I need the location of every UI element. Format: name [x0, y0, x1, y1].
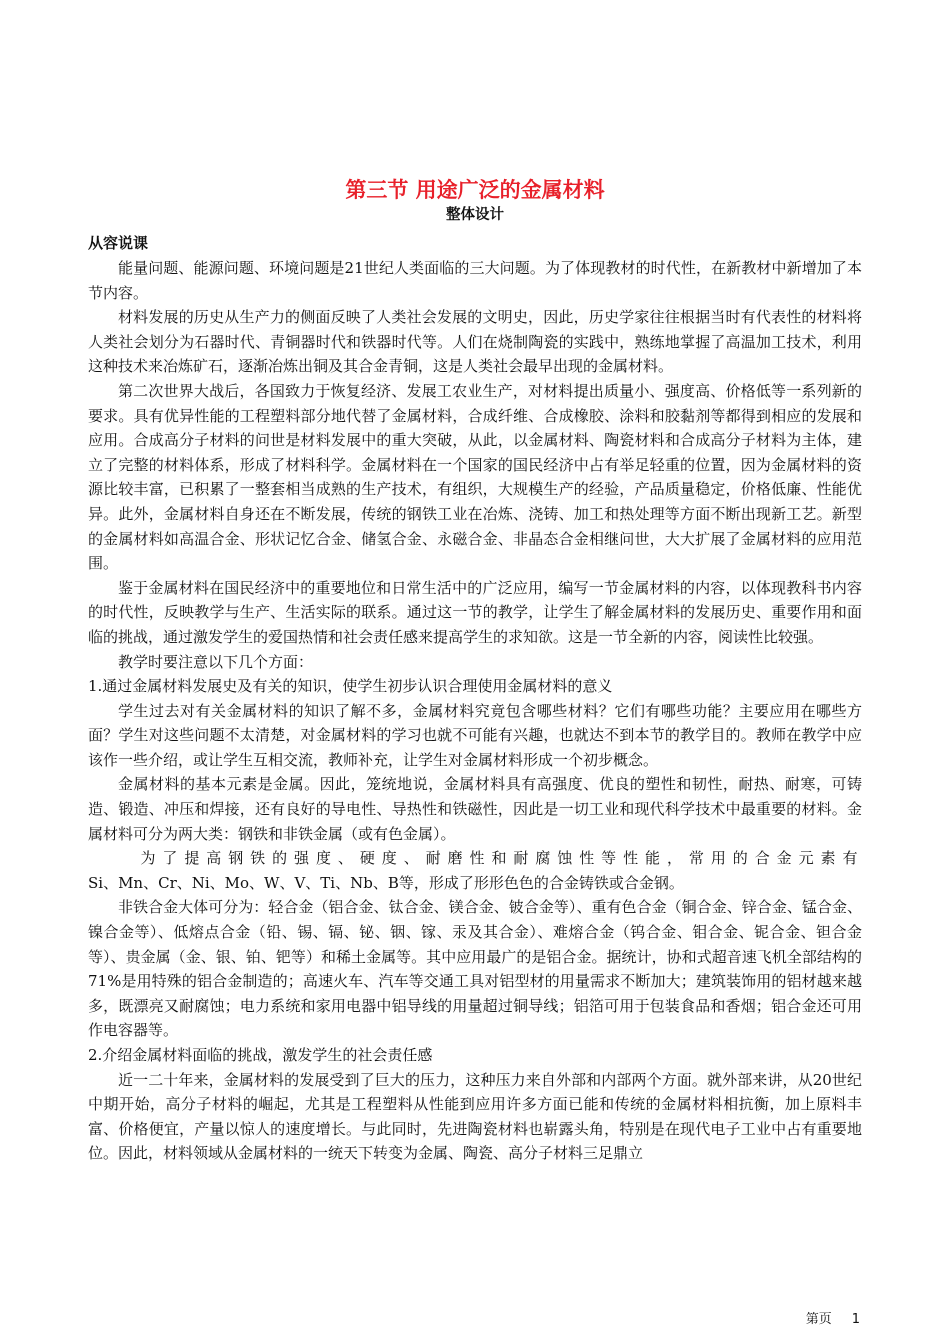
paragraph: 教学时要注意以下几个方面： [118, 652, 314, 671]
paragraph: 非铁合金大体可分为：轻合金（铝合金、钛合金、镁合金、铍合金等）、重有色合金（铜合金、锌合金、锰合金、镍合金等）、低熔点合金（铅、锡、镉、铋、铟、镓、汞及其合金）、难熔合金（钨合金、钼合金、铌合金、钽合金等）、贵金属（金、银、铂、钯等）和稀土金属等。其中应用最广的是铝合金。据统计，协和式超音速飞机全部结构的71%是用特殊的铝合金制造的；高速火车、汽车等交通工具对铝型材的用量需求不断加大；建筑装饰用的铝材越来越多，既漂亮又耐腐蚀；电力系统和家用电器中铝导线的用量超过铜导线；铝箔可用于包装食品和香烟；铝合金还可用作电容器等。 [88, 898, 862, 1040]
paragraph: 材料发展的历史从生产力的侧面反映了人类社会发展的文明史，因此，历史学家往往根据当时有代表性的材料将人类社会划分为石器时代、青铜器时代和铁器时代等。人们在烧制陶瓷的实践中，熟练地掌握了高温加工技术，利用这种技术来冶炼矿石，逐渐冶炼出铜及其合金青铜，这是人类社会最早出现的金属材料。 [88, 308, 862, 376]
section-heading: 从容说课 [88, 234, 149, 252]
paragraph-spaced: 为了提高钢铁的强度、硬度、耐磨性和耐腐蚀性等性能，常用的合金元素有 [140, 849, 862, 868]
paragraph: 学生过去对有关金属材料的知识了解不多，金属材料究竟包含哪些材料？它们有哪些功能？主要应用在哪些方面？学生对这些问题不太清楚，对金属材料的学习也就不可能有兴趣，也就达不到本节的教学目的。教师在教学中应该作一些介绍，或让学生互相交流，教师补充，让学生对金属材料形成一个初步概念。 [88, 701, 862, 769]
page-footer [806, 1308, 860, 1327]
body-text [88, 256, 862, 1166]
page-subtitle: 整体设计 [446, 207, 504, 223]
paragraph: 金属材料的基本元素是金属。因此，笼统地说，金属材料具有高强度、优良的塑性和韧性，耐热、耐寒，可铸造、锻造、冲压和焊接，还有良好的导电性、导热性和铁磁性，因此是一切工业和现代科学技术中最重要的材料。金属材料可分为两大类：钢铁和非铁金属（或有色金属）。 [88, 775, 862, 843]
paragraph: 鉴于金属材料在国民经济中的重要地位和日常生活中的广泛应用，编写一节金属材料的内容，以体现教科书内容的时代性，反映教学与生产、生活实际的联系。通过这一节的教学，让学生了解金属材料的发展历史、重要作用和面临的挑战，通过激发学生的爱国热情和社会责任感来提高学生的求知欲。这是一节全新的内容，阅读性比较强。 [88, 578, 862, 646]
paragraph-continuation: Si、Mn、Cr、Ni、Mo、W、V、Ti、Nb、B等，形成了形形色色的合金铸铁或合金钢。 [88, 873, 684, 892]
page-title: 第三节 用途广泛的金属材料 [345, 178, 605, 202]
paragraph: 近一二十年来，金属材料的发展受到了巨大的压力，这种压力来自外部和内部两个方面。就外部来讲，从20世纪中期开始，高分子材料的崛起，尤其是工程塑料从性能到应用许多方面已能和传统的金属材料相抗衡，加上原料丰富、价格便宜，产量以惊人的速度增长。与此同时，先进陶瓷材料也崭露头角，特别是在现代电子工业中占有重要地位。因此，材料领域从金属材料的一统天下转变为金属、陶瓷、高分子材料三足鼎立 [88, 1070, 862, 1163]
numbered-heading-1: 1.通过金属材料发展史及有关的知识，使学生初步认识合理使用金属材料的意义 [88, 677, 613, 696]
page-number: 1 [851, 1312, 860, 1327]
paragraph: 能量问题、能源问题、环境问题是21世纪人类面临的三大问题。为了体现教材的时代性，在新教材中新增加了本节内容。 [88, 259, 862, 302]
numbered-heading-2: 2.介绍金属材料面临的挑战，激发学生的社会责任感 [88, 1046, 433, 1064]
footer-label: 第页 [805, 1312, 832, 1327]
paragraph: 第二次世界大战后，各国致力于恢复经济、发展工农业生产，对材料提出质量小、强度高、价格低等一系列新的要求。具有优异性能的工程塑料部分地代替了金属材料，合成纤维、合成橡胶、涂料和胶黏剂等都得到相应的发展和应用。合成高分子材料的问世是材料发展中的重大突破，从此，以金属材料、陶瓷材料和合成高分子材料为主体，建立了完整的材料体系，形成了材料科学。金属材料在一个国家的国民经济中占有举足轻重的位置，因为金属材料的资源比较丰富，已积累了一整套相当成熟的生产技术，有组织，大规模生产的经验，产品质量稳定，价格低廉、性能优异。此外，金属材料自身还在不断发展，传统的钢铁工业在冶炼、浇铸、加工和热处理等方面不断出现新工艺。新型的金属材料如高温合金、形状记忆合金、储氢合金、永磁合金、非晶态合金相继问世，大大扩展了金属材料的应用范围。 [88, 381, 862, 573]
